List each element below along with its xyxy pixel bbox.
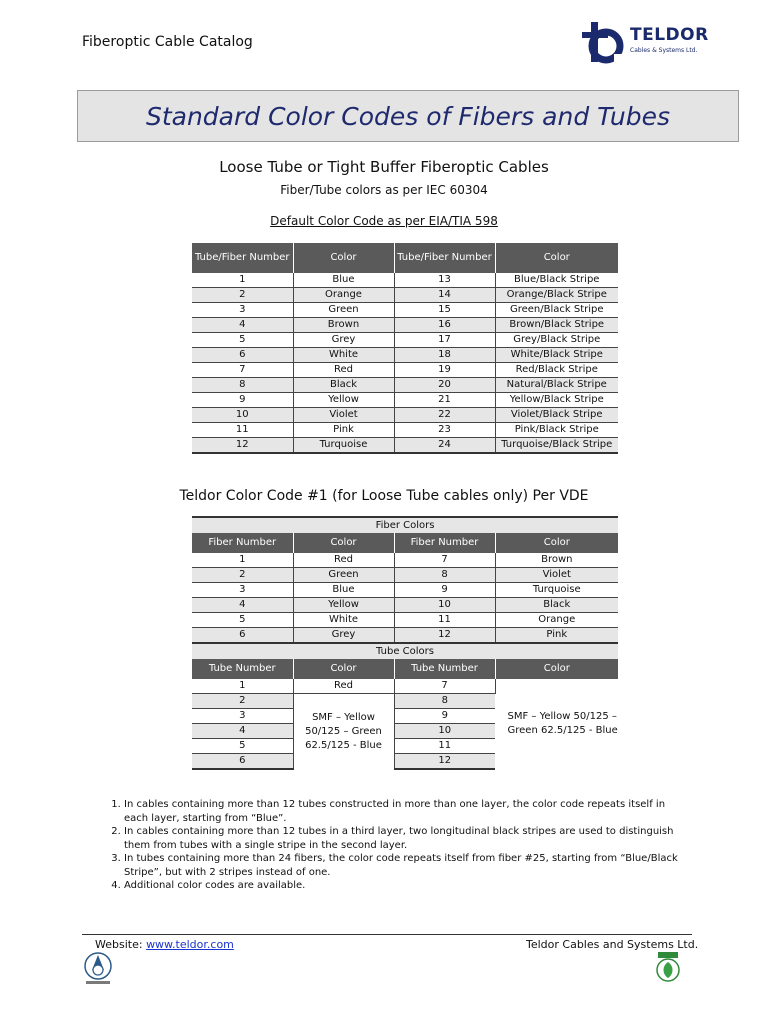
table-cell: 2 [192, 568, 293, 583]
table-cell: 7 [394, 553, 495, 568]
column-header: Color [293, 243, 394, 273]
table-cell: 6 [192, 754, 293, 770]
tube-color-merged: SMF – Yellow 50/125 – Green 62.5/125 - Blue [495, 679, 618, 769]
table-cell: Orange/Black Stripe [495, 288, 618, 303]
table-cell: 1 [192, 679, 293, 694]
table-cell: Green [293, 303, 394, 318]
table-cell: Grey [293, 628, 394, 644]
table-row [192, 333, 618, 348]
logo-subtext: Cables & Systems Ltd. [630, 47, 698, 54]
tube-colors-band [192, 643, 618, 659]
column-header-row [192, 533, 618, 553]
table-cell: White [293, 348, 394, 363]
table-cell: Yellow [293, 393, 394, 408]
website-link[interactable]: www.teldor.com [146, 938, 234, 951]
table-cell: Red [293, 553, 394, 568]
table-cell: 18 [394, 348, 495, 363]
tube-colors-band-label: Tube Colors [192, 643, 618, 659]
table-cell: 21 [394, 393, 495, 408]
table-cell: 5 [192, 333, 293, 348]
eia-color-code-table [192, 243, 618, 454]
table-cell: 12 [394, 628, 495, 644]
footer-website [95, 938, 234, 951]
table-cell: Yellow/Black Stripe [495, 393, 618, 408]
table-cell: 1 [192, 553, 293, 568]
table-row [192, 408, 618, 423]
table-cell: White [293, 613, 394, 628]
table-cell: 15 [394, 303, 495, 318]
table-cell: 19 [394, 363, 495, 378]
table-cell: 24 [394, 438, 495, 454]
column-header: Tube/Fiber Number [394, 243, 495, 273]
table-row [192, 318, 618, 333]
footer-divider [82, 934, 692, 935]
table-cell: Violet [495, 568, 618, 583]
table-cell: 16 [394, 318, 495, 333]
table-cell: 8 [192, 378, 293, 393]
table-cell: Pink [495, 628, 618, 644]
table-cell: Violet [293, 408, 394, 423]
table-cell: 5 [192, 613, 293, 628]
table-cell: 11 [394, 613, 495, 628]
table-cell: 20 [394, 378, 495, 393]
table-row [192, 423, 618, 438]
table-cell: 10 [394, 598, 495, 613]
column-header: Color [495, 659, 618, 679]
table-cell: Brown [293, 318, 394, 333]
table-cell: 12 [394, 754, 495, 770]
column-header: Color [495, 533, 618, 553]
title-banner [77, 90, 739, 142]
table-cell: Turquoise [495, 583, 618, 598]
table-cell: 2 [192, 694, 293, 709]
table-cell: 10 [192, 408, 293, 423]
table-row [192, 583, 618, 598]
note-item: 1. In cables containing more than 12 tubes constructed in more than one layer, the color code repeats itself in each layer, starting from “Blue”. [124, 798, 684, 825]
table-row [192, 679, 618, 694]
tube-color-merged: SMF – Yellow 50/125 – Green 62.5/125 - Blue [293, 694, 394, 770]
table-cell: Brown [541, 554, 573, 565]
table-row [192, 438, 618, 454]
teldor-logo [580, 20, 710, 64]
table-cell: Turquoise/Black Stripe [495, 438, 618, 454]
notes-list [100, 798, 684, 893]
banner-title: Standard Color Codes of Fibers and Tubes [145, 102, 671, 131]
iec-note: Fiber/Tube colors as per IEC 60304 [280, 183, 488, 197]
table-cell: Orange [495, 613, 618, 628]
table-row [192, 363, 618, 378]
table-cell: Blue [293, 583, 394, 598]
vde-color-code-table [192, 516, 618, 770]
table-cell: 3 [192, 303, 293, 318]
column-header: Fiber Number [192, 533, 293, 553]
table-cell: White/Black Stripe [495, 348, 618, 363]
table-cell: 4 [192, 318, 293, 333]
table-cell: 5 [192, 739, 293, 754]
table-cell: 12 [192, 438, 293, 454]
table-cell: 13 [394, 273, 495, 288]
column-header: Fiber Number [394, 533, 495, 553]
table-cell: 22 [394, 408, 495, 423]
table-cell: 6 [192, 628, 293, 644]
table-cell: 9 [394, 709, 495, 724]
table-cell: 14 [394, 288, 495, 303]
table-cell: 9 [394, 583, 495, 598]
table-cell: Turquoise [293, 438, 394, 454]
table-cell: Orange [293, 288, 394, 303]
website-label: Website: [95, 938, 147, 951]
teldor-logo-icon [580, 20, 628, 64]
table-cell: Pink [293, 423, 394, 438]
table-cell: Black [293, 378, 394, 393]
table-row [192, 553, 618, 568]
table-row [192, 273, 618, 288]
catalog-title: Fiberoptic Cable Catalog [82, 34, 253, 50]
table-row [192, 303, 618, 318]
table-cell: 3 [192, 709, 293, 724]
table-cell: Red/Black Stripe [495, 363, 618, 378]
section-heading-loose-tube: Loose Tube or Tight Buffer Fiberoptic Cables [219, 158, 549, 176]
column-header: Tube/Fiber Number [192, 243, 293, 273]
table-row [192, 628, 618, 644]
table-cell: Black [495, 598, 618, 613]
vde-heading: Teldor Color Code #1 (for Loose Tube cables only) Per VDE [179, 488, 589, 504]
table-cell: Red [293, 679, 394, 694]
table-cell: 7 [192, 363, 293, 378]
note-item: 2. In cables containing more than 12 tubes in a third layer, two longitudinal black stripes are used to distinguish them from tubes with a single stripe in the second layer. [124, 825, 684, 852]
table-cell: Yellow [293, 598, 394, 613]
table-cell: Green/Black Stripe [495, 303, 618, 318]
note-item: 3. In tubes containing more than 24 fibers, the color code repeats itself from fiber #25, starting from “Blue/Black Stripe”, but with 2 stripes instead of one. [124, 852, 684, 879]
table-cell: 3 [192, 583, 293, 598]
table-cell: Brown/Black Stripe [495, 318, 618, 333]
table-cell: Grey/Black Stripe [495, 333, 618, 348]
table-cell: 1 [192, 273, 293, 288]
table-cell: Blue/Black Stripe [514, 274, 600, 285]
table-cell: 8 [394, 568, 495, 583]
column-header: Color [293, 659, 394, 679]
fiber-colors-band-label: Fiber Colors [192, 517, 618, 533]
table-row [192, 568, 618, 583]
table-cell: 7 [394, 679, 495, 694]
table-row [192, 348, 618, 363]
table-cell: 4 [192, 598, 293, 613]
table-cell: 23 [394, 423, 495, 438]
table-cell: 9 [192, 393, 293, 408]
footer-company: Teldor Cables and Systems Ltd. [526, 938, 699, 951]
column-header: Color [495, 243, 618, 273]
table-cell: 11 [394, 739, 495, 754]
table-cell: 17 [394, 333, 495, 348]
table-cell: Violet/Black Stripe [495, 408, 618, 423]
table-cell: Pink/Black Stripe [495, 423, 618, 438]
column-header: Tube Number [394, 659, 495, 679]
logo-wordmark: TELDOR [630, 25, 709, 45]
table-row [192, 598, 618, 613]
note-item: 4. Additional color codes are available. [124, 879, 684, 893]
table-row [192, 613, 618, 628]
table-cell: Red [293, 363, 394, 378]
table-cell: 11 [192, 423, 293, 438]
table-cell: 4 [192, 724, 293, 739]
table-cell: 2 [192, 288, 293, 303]
table-row [192, 393, 618, 408]
eia-tia-heading: Default Color Code as per EIA/TIA 598 [270, 214, 498, 228]
column-header-row [192, 659, 618, 679]
table-row [192, 288, 618, 303]
table-cell: 10 [394, 724, 495, 739]
table-cell: 8 [394, 694, 495, 709]
table-cell: Blue [293, 273, 394, 288]
table-cell: 6 [192, 348, 293, 363]
fiber-colors-band [192, 517, 618, 533]
table-row [192, 378, 618, 393]
column-header: Color [293, 533, 394, 553]
table-cell: Natural/Black Stripe [495, 378, 618, 393]
rohs-compliant-icon [650, 950, 686, 986]
column-header: Tube Number [192, 659, 293, 679]
table-cell: Green [293, 568, 394, 583]
table-cell: Grey [293, 333, 394, 348]
quality-logo-icon [82, 950, 114, 986]
